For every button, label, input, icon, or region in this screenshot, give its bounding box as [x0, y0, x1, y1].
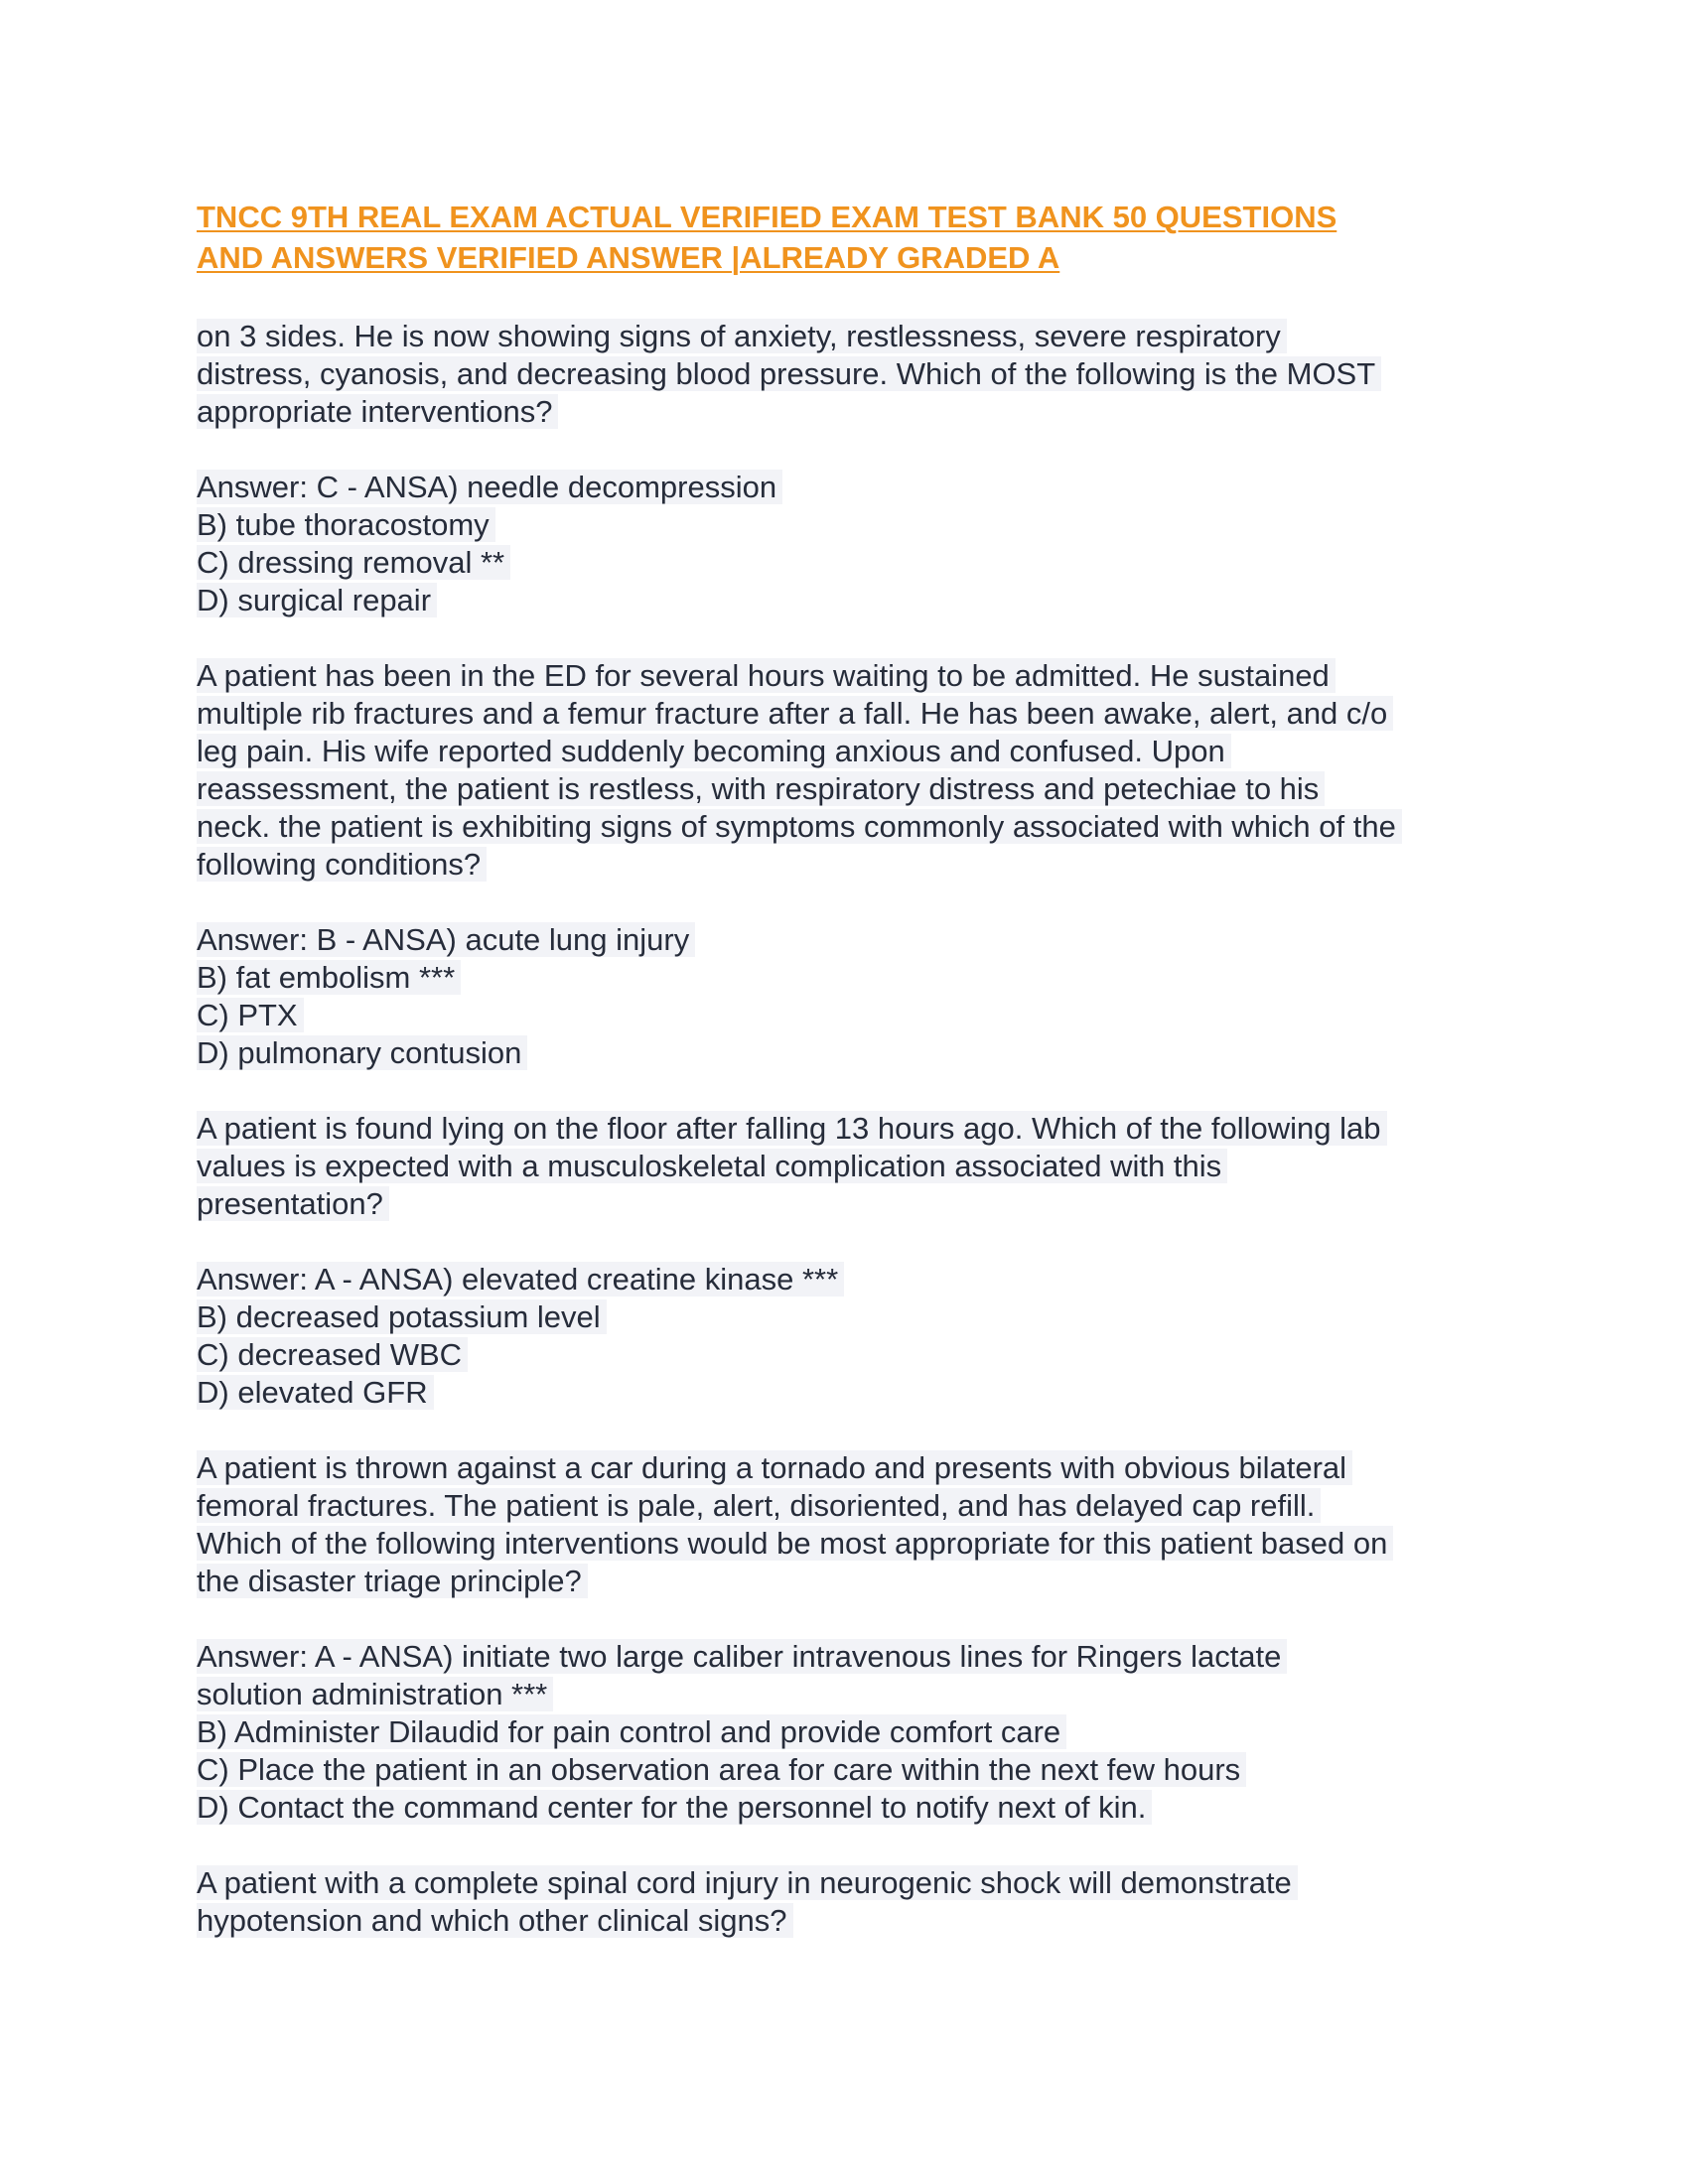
- answer-line: D) Contact the command center for the personnel to notify next of kin.: [197, 1790, 1152, 1825]
- answer-line: D) pulmonary contusion: [197, 1035, 527, 1070]
- answer-line: C) PTX: [197, 998, 304, 1032]
- answer-line: B) tube thoracostomy: [197, 507, 495, 542]
- answer-line: B) Administer Dilaudid for pain control and provide comfort care: [197, 1714, 1066, 1749]
- answer-line: D) elevated GFR: [197, 1375, 434, 1410]
- question-line: Which of the following interventions would be most appropriate for this patient based on: [197, 1526, 1393, 1561]
- answer-options: [197, 1638, 1507, 1827]
- question-line: A patient with a complete spinal cord injury in neurogenic shock will demonstrate: [197, 1865, 1298, 1900]
- question-line: presentation?: [197, 1186, 389, 1221]
- answer-line: B) decreased potassium level: [197, 1299, 607, 1334]
- question-line: leg pain. His wife reported suddenly becoming anxious and confused. Upon: [197, 734, 1231, 768]
- document-title: [197, 197, 1487, 278]
- question-line: values is expected with a musculoskeletal complication associated with this: [197, 1149, 1227, 1183]
- title-line-2: AND ANSWERS VERIFIED ANSWER |ALREADY GRADED A: [197, 240, 1060, 275]
- document-body: [197, 318, 1507, 1978]
- answer-line: Answer: B - ANSA) acute lung injury: [197, 922, 695, 957]
- answer-options: [197, 1261, 1507, 1412]
- answer-line: B) fat embolism ***: [197, 960, 461, 995]
- answer-line: D) surgical repair: [197, 583, 437, 617]
- question-line: multiple rib fractures and a femur fracture after a fall. He has been awake, alert, and c/o: [197, 696, 1393, 731]
- question-text: [197, 657, 1507, 884]
- answer-line: Answer: A - ANSA) elevated creatine kinase ***: [197, 1262, 844, 1297]
- answer-options: [197, 469, 1507, 619]
- question-line: the disaster triage principle?: [197, 1564, 588, 1598]
- question-line: following conditions?: [197, 847, 487, 882]
- question-line: hypotension and which other clinical signs?: [197, 1903, 793, 1938]
- answer-line: C) decreased WBC: [197, 1337, 468, 1372]
- question-line: neck. the patient is exhibiting signs of symptoms commonly associated with which of the: [197, 809, 1402, 844]
- answer-options: [197, 921, 1507, 1072]
- question-line: A patient is found lying on the floor after falling 13 hours ago. Which of the following lab: [197, 1111, 1387, 1146]
- question-line: distress, cyanosis, and decreasing blood pressure. Which of the following is the MOST: [197, 356, 1381, 391]
- answer-line: solution administration ***: [197, 1677, 553, 1711]
- title-line-1: TNCC 9TH REAL EXAM ACTUAL VERIFIED EXAM TEST BANK 50 QUESTIONS: [197, 200, 1337, 234]
- question-line: A patient has been in the ED for several hours waiting to be admitted. He sustained: [197, 658, 1336, 693]
- question-text: [197, 1449, 1507, 1600]
- question-line: appropriate interventions?: [197, 394, 558, 429]
- question-text: [197, 1864, 1507, 1940]
- question-text: [197, 318, 1507, 431]
- answer-line: C) dressing removal **: [197, 545, 510, 580]
- answer-line: Answer: A - ANSA) initiate two large caliber intravenous lines for Ringers lactate: [197, 1639, 1287, 1674]
- question-line: A patient is thrown against a car during a tornado and presents with obvious bilateral: [197, 1450, 1352, 1485]
- question-line: reassessment, the patient is restless, with respiratory distress and petechiae to his: [197, 771, 1325, 806]
- question-text: [197, 1110, 1507, 1223]
- question-line: on 3 sides. He is now showing signs of anxiety, restlessness, severe respiratory: [197, 319, 1287, 353]
- answer-line: Answer: C - ANSA) needle decompression: [197, 470, 782, 504]
- answer-line: C) Place the patient in an observation area for care within the next few hours: [197, 1752, 1246, 1787]
- question-line: femoral fractures. The patient is pale, alert, disoriented, and has delayed cap refill.: [197, 1488, 1321, 1523]
